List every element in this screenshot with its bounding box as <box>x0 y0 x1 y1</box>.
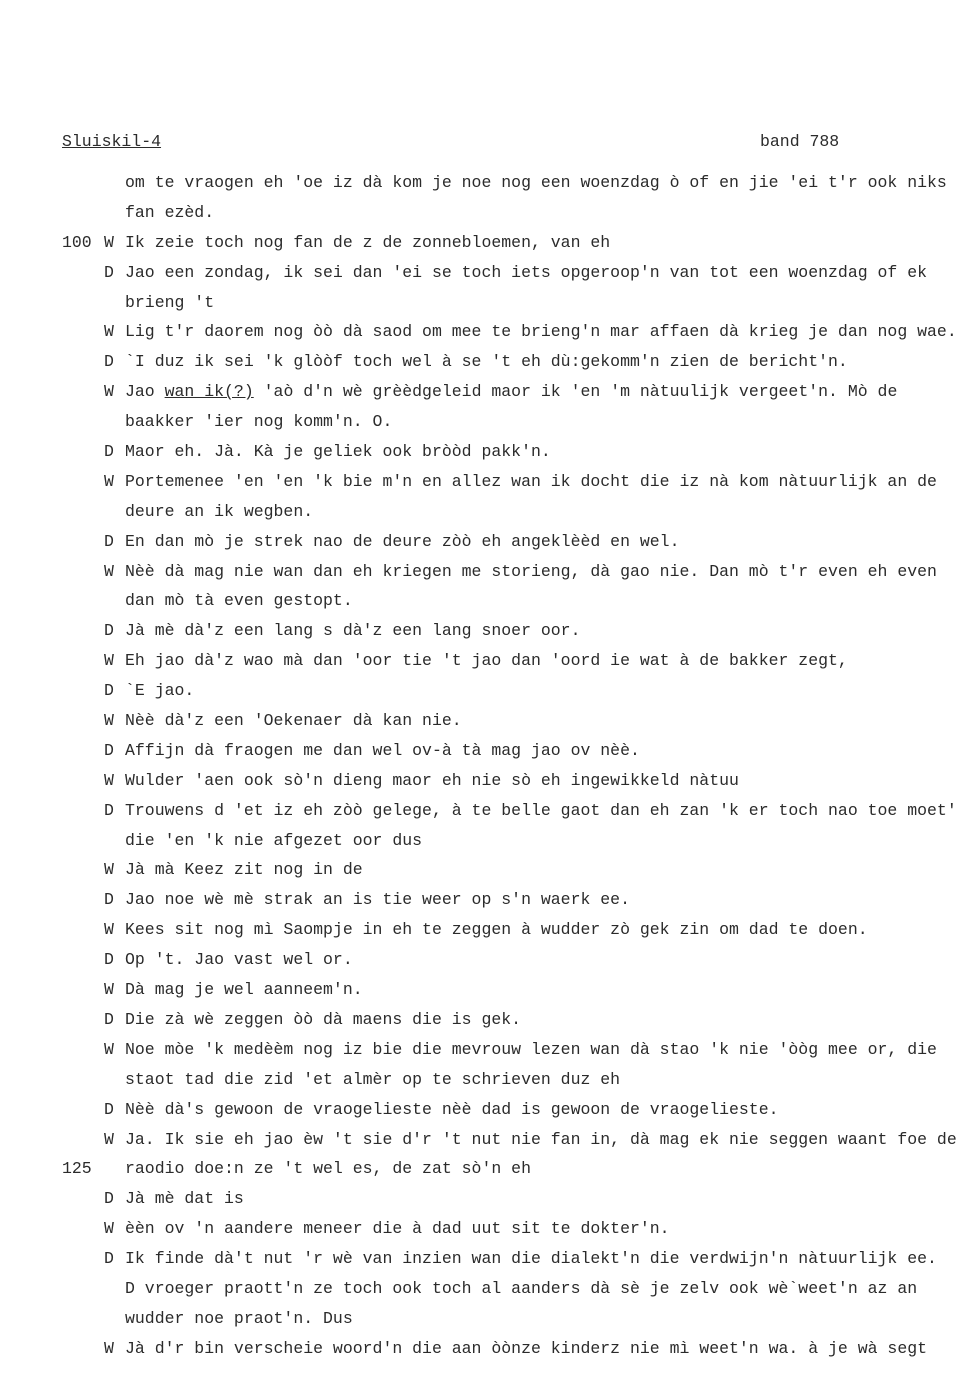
utterance-text <box>125 1035 937 1065</box>
speaker-label: W <box>104 651 114 671</box>
transcript-line <box>0 377 973 407</box>
utterance-text <box>125 766 739 796</box>
transcript-line <box>0 467 973 497</box>
utterance-segment: Jao noe wè mè strak an is tie weer op s'n waerk ee. <box>125 890 630 910</box>
utterance-segment: `I duz ik sei 'k glòòf toch wel à se 't eh dù:gekomm'n zien de bericht'n. <box>125 352 848 372</box>
transcript-line <box>0 1304 973 1334</box>
transcript-line <box>0 1184 973 1214</box>
utterance-text <box>125 706 462 736</box>
utterance-text <box>125 855 363 885</box>
transcript-line <box>0 855 973 885</box>
utterance-text <box>125 975 363 1005</box>
utterance-text <box>125 586 353 616</box>
utterance-text <box>125 557 937 587</box>
tape-band-number: band 788 <box>760 132 840 151</box>
transcript-line <box>0 1095 973 1125</box>
utterance-text <box>125 198 214 228</box>
transcript-line <box>0 1334 973 1364</box>
transcript-line <box>0 1244 973 1274</box>
speaker-label: W <box>104 1338 114 1358</box>
utterance-text <box>125 796 957 826</box>
utterance-text <box>125 317 957 347</box>
utterance-text <box>125 527 680 557</box>
utterance-text <box>125 646 848 676</box>
utterance-text <box>125 1334 927 1364</box>
utterance-segment: Ik finde dà't nut 'r wè van inzien wan die dialekt'n die verdwijn'n nàtuurlijk ee. <box>125 1249 937 1269</box>
transcript-line <box>0 586 973 616</box>
speaker-label: W <box>104 711 114 731</box>
speaker-label: D <box>104 1099 114 1119</box>
utterance-text <box>125 1095 779 1125</box>
speaker-label: D <box>104 531 114 551</box>
utterance-segment: om te vraogen eh 'oe iz dà kom je noe nog een woenzdag ò of en jie 'ei t'r ook niks <box>125 173 947 192</box>
utterance-segment: Kees sit nog mì Saompje in eh te zeggen à wudder zò gek zin om dad te doen. <box>125 920 868 940</box>
speaker-label: W <box>104 770 114 790</box>
utterance-segment: brieng 't <box>125 292 215 312</box>
transcript-line <box>0 1005 973 1035</box>
speaker-label: D <box>104 740 114 760</box>
speaker-label: D <box>104 262 114 282</box>
utterance-text <box>125 1065 620 1095</box>
speaker-label: W <box>104 1129 114 1149</box>
utterance-segment: wudder noe praot'n. Dus <box>125 1308 353 1328</box>
transcript-line <box>0 497 973 527</box>
transcript-line <box>0 975 973 1005</box>
utterance-text <box>125 497 313 527</box>
utterance-segment: Jao een zondag, ik sei dan 'ei se toch iets opgeroop'n van tot een woenzdag of ek <box>125 262 928 282</box>
utterance-segment: èèn ov 'n aandere meneer die à dad uut sit te dokter'n. <box>125 1219 670 1239</box>
speaker-label: D <box>104 950 114 970</box>
utterance-text <box>125 616 580 646</box>
transcript-line <box>0 706 973 736</box>
utterance-text <box>125 1274 917 1304</box>
speaker-label: W <box>104 232 114 252</box>
transcript-line <box>0 407 973 437</box>
transcript-line <box>0 527 973 557</box>
speaker-label: W <box>104 561 114 581</box>
utterance-segment: Nèè dà's gewoon de vraogelieste nèè dad is gewoon de vraogelieste. <box>125 1099 779 1119</box>
utterance-segment: Jà d'r bin verscheie woord'n die aan òònze kinderz nie mì weet'n wa. à je wà segt <box>125 1338 928 1358</box>
transcript-line <box>0 288 973 318</box>
transcript-line <box>0 616 973 646</box>
speaker-label: D <box>104 442 114 462</box>
utterance-segment: Portemenee 'en 'en 'k bie m'n en allez wan ik docht die iz nà kom nàtuurlijk an de <box>125 471 937 491</box>
transcript-line <box>0 1065 973 1095</box>
utterance-segment: Ik zeie toch nog fan de z de zonnebloemen, van eh <box>125 232 611 252</box>
utterance-text <box>125 945 353 975</box>
utterance-text <box>125 1214 670 1244</box>
utterance-segment: baakker 'ier nog komm'n. O. <box>125 412 393 432</box>
utterance-text <box>125 467 937 497</box>
transcript-line <box>0 736 973 766</box>
utterance-segment: Wulder 'aen ook sò'n dieng maor eh nie sò eh ingewikkeld nàtuu <box>125 770 739 790</box>
transcript-line <box>0 915 973 945</box>
utterance-text <box>125 258 927 288</box>
speaker-label: D <box>104 1249 114 1269</box>
utterance-segment: deure an ik wegben. <box>125 501 314 521</box>
utterance-segment: D vroeger praott'n ze toch ook toch al aanders dà sè je zelv ook wè`weet'n az an <box>125 1278 918 1298</box>
underlined-segment: wan ik(?) <box>164 382 254 402</box>
transcript-line <box>0 1214 973 1244</box>
utterance-segment: Nèè dà'z een 'Oekenaer dà kan nie. <box>125 711 462 731</box>
transcript-line <box>0 766 973 796</box>
transcript-line <box>0 885 973 915</box>
speaker-label: D <box>104 1189 114 1209</box>
utterance-text <box>125 377 897 407</box>
utterance-segment: Jà mè dà'z een lang s dà'z een lang snoer oor. <box>125 621 581 641</box>
line-number: 100 <box>62 232 92 252</box>
transcript-line <box>0 168 973 198</box>
speaker-label: D <box>104 352 114 372</box>
utterance-segment: Trouwens d 'et iz eh zòò gelege, à te belle gaot dan eh zan 'k er toch nao toe moet' <box>125 800 957 820</box>
transcript-line <box>0 1154 973 1184</box>
utterance-segment: Dà mag je wel aanneem'n. <box>125 980 363 1000</box>
utterance-segment: Op 't. Jao vast wel or. <box>125 950 353 970</box>
utterance-text <box>125 347 848 377</box>
line-number: 125 <box>62 1159 92 1179</box>
utterance-segment: die 'en 'k nie afgezet oor dus <box>125 830 423 850</box>
utterance-segment: staot tad die zid 'et almèr op te schrieven duz eh <box>125 1069 621 1089</box>
utterance-segment: `E jao. <box>125 681 195 701</box>
utterance-segment: Affijn dà fraogen me dan wel ov-à tà mag jao ov nèè. <box>125 740 640 760</box>
transcript-line <box>0 1035 973 1065</box>
transcript <box>0 168 973 1364</box>
speaker-label: W <box>104 980 114 1000</box>
utterance-text <box>125 1125 957 1155</box>
speaker-label: D <box>104 1009 114 1029</box>
utterance-text <box>125 915 868 945</box>
utterance-segment: 'aò d'n wè grèèdgeleid maor ik 'en 'm nàtuulijk vergeet'n. Mò de <box>253 382 898 402</box>
transcript-line <box>0 198 973 228</box>
utterance-segment: Maor eh. Jà. Kà je geliek ook bròòd pakk'n. <box>125 442 551 462</box>
utterance-segment: Nèè dà mag nie wan dan eh kriegen me storieng, dà gao nie. Dan mò t'r even eh even <box>125 561 937 581</box>
speaker-label: W <box>104 920 114 940</box>
utterance-text <box>125 676 194 706</box>
utterance-text <box>125 826 422 856</box>
speaker-label: D <box>104 621 114 641</box>
utterance-segment: Eh jao dà'z wao mà dan 'oor tie 't jao dan 'oord ie wat à de bakker zegt, <box>125 651 848 671</box>
utterance-text <box>125 407 392 437</box>
speaker-label: W <box>104 1219 114 1239</box>
transcript-line <box>0 796 973 826</box>
transcript-line <box>0 945 973 975</box>
utterance-segment: dan mò tà even gestopt. <box>125 591 353 611</box>
utterance-segment: fan ezèd. <box>125 202 215 222</box>
utterance-text <box>125 1244 937 1274</box>
utterance-segment: Jà mà Keez zit nog in de <box>125 860 363 880</box>
transcript-line <box>0 826 973 856</box>
transcript-line <box>0 646 973 676</box>
speaker-label: W <box>104 860 114 880</box>
transcript-line <box>0 1274 973 1304</box>
utterance-text <box>125 437 551 467</box>
utterance-segment: Lig t'r daorem nog òò dà saod om mee te brieng'n mar affaen dà krieg je dan nog wae. <box>125 322 957 342</box>
transcript-line <box>0 1125 973 1155</box>
utterance-text <box>125 1184 244 1214</box>
transcript-line <box>0 437 973 467</box>
transcript-line <box>0 676 973 706</box>
utterance-text <box>125 228 610 258</box>
utterance-segment: Noe mòe 'k medèèm nog iz bie die mevrouw lezen wan dà stao 'k nie 'òòg mee or, die <box>125 1039 937 1059</box>
transcript-line <box>0 258 973 288</box>
speaker-label: W <box>104 471 114 491</box>
transcript-line <box>0 347 973 377</box>
transcript-line <box>0 557 973 587</box>
utterance-text <box>125 885 630 915</box>
speaker-label: D <box>104 681 114 701</box>
document-title: Sluiskil-4 <box>62 132 162 151</box>
speaker-label: W <box>104 382 114 402</box>
utterance-text <box>125 168 947 198</box>
utterance-segment: Ja. Ik sie eh jao èw 't sie d'r 't nut nie fan in, dà mag ek nie seggen waant foe de <box>125 1129 957 1149</box>
speaker-label: W <box>104 1039 114 1059</box>
utterance-text <box>125 288 214 318</box>
transcript-line <box>0 317 973 347</box>
speaker-label: D <box>104 890 114 910</box>
utterance-segment: En dan mò je strek nao de deure zòò eh angeklèèd en wel. <box>125 531 680 551</box>
utterance-text <box>125 736 640 766</box>
utterance-segment: Jao <box>125 382 165 402</box>
utterance-segment: Jà mè dat is <box>125 1189 244 1209</box>
transcript-line <box>0 228 973 258</box>
speaker-label: W <box>104 322 114 342</box>
utterance-text <box>125 1154 531 1184</box>
speaker-label: D <box>104 800 114 820</box>
utterance-text <box>125 1005 521 1035</box>
utterance-segment: raodio doe:n ze 't wel es, de zat sò'n eh <box>125 1159 531 1179</box>
utterance-segment: Die zà wè zeggen òò dà maens die is gek. <box>125 1009 522 1029</box>
utterance-text <box>125 1304 353 1334</box>
